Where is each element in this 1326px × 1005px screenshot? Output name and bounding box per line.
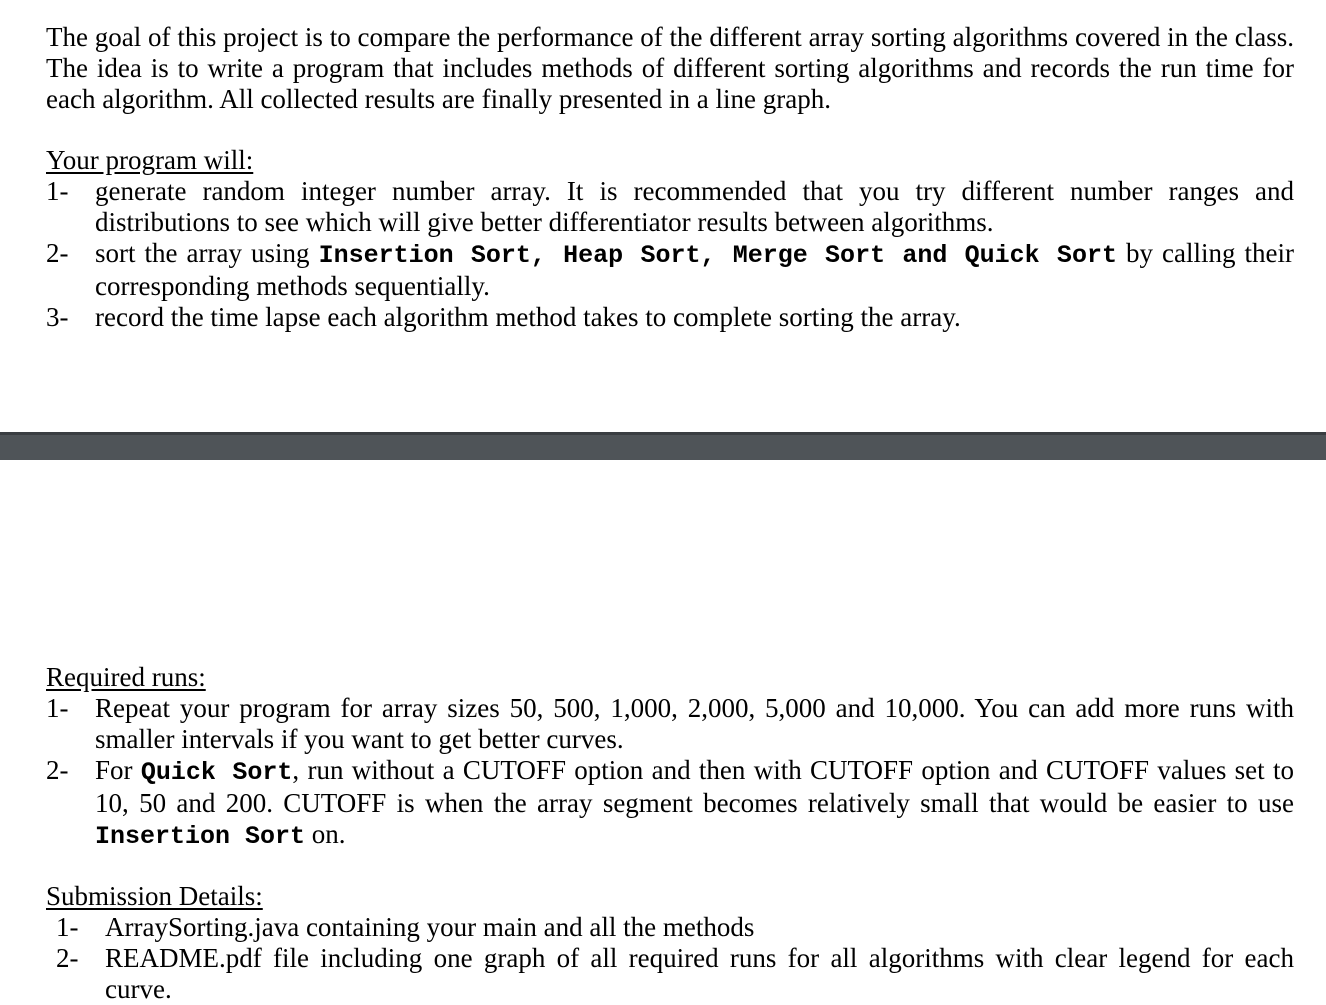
list-item — [46, 302, 1294, 333]
page-divider-band — [0, 432, 1326, 460]
list-item-text: sort the array using — [95, 238, 319, 268]
program-section — [46, 145, 1294, 333]
list-number: 1- — [46, 693, 69, 723]
list-item — [46, 912, 1294, 943]
list-item-text: record the time lapse each algorithm method takes to complete sorting the array. — [95, 302, 961, 332]
list-item — [46, 755, 1294, 852]
submission-list — [46, 912, 1294, 1005]
list-number: 1- — [46, 176, 69, 206]
list-item — [46, 238, 1294, 302]
intro-paragraph: The goal of this project is to compare the performance of the different array sorting algorithms covered in the class. The idea is to write a program that includes methods of different sorting algorithms and records the run time for each algorithm. All collected results are finally presented in a line graph. — [46, 22, 1294, 114]
list-item — [46, 176, 1294, 238]
runs-heading: Required runs: — [46, 662, 206, 692]
list-item-text: For — [95, 755, 141, 785]
algorithm-names-code: Insertion Sort, Heap Sort, Merge Sort and Quick Sort — [318, 241, 1117, 270]
runs-section — [46, 662, 1294, 852]
list-item-text: , run without a CUTOFF option and then with CUTOFF option and CUTOFF values set to 10, 50 and 200. CUTOFF is when the array segment becomes relatively small that would be easier to use — [95, 755, 1294, 818]
runs-list — [46, 693, 1294, 852]
list-item-text: Repeat your program for array sizes 50, 500, 1,000, 2,000, 5,000 and 10,000. You can add more runs with smaller intervals if you want to get better curves. — [95, 693, 1294, 754]
program-list — [46, 176, 1294, 333]
list-item — [46, 943, 1294, 1005]
program-heading: Your program will: — [46, 145, 254, 175]
list-number: 2- — [46, 238, 69, 268]
list-number: 1- — [56, 912, 79, 942]
insertion-sort-code: Insertion Sort — [95, 822, 306, 851]
list-item-text: README.pdf file including one graph of all required runs for all algorithms with clear legend for each curve. — [105, 943, 1294, 1004]
list-item-text: ArraySorting.java containing your main and all the methods — [105, 912, 755, 942]
list-number: 3- — [46, 302, 69, 332]
submission-section — [46, 881, 1294, 1005]
list-item-text: on. — [305, 819, 346, 849]
list-item-text: by calling their corresponding methods sequentially. — [95, 238, 1294, 301]
list-item — [46, 693, 1294, 755]
list-item-text: generate random integer number array. It is recommended that you try different number ranges and distributions to see which will give better differentiator results between algorithms. — [95, 176, 1294, 237]
list-number: 2- — [56, 943, 79, 973]
list-number: 2- — [46, 755, 69, 785]
quick-sort-code: Quick Sort — [140, 758, 293, 787]
submission-heading: Submission Details: — [46, 881, 263, 911]
